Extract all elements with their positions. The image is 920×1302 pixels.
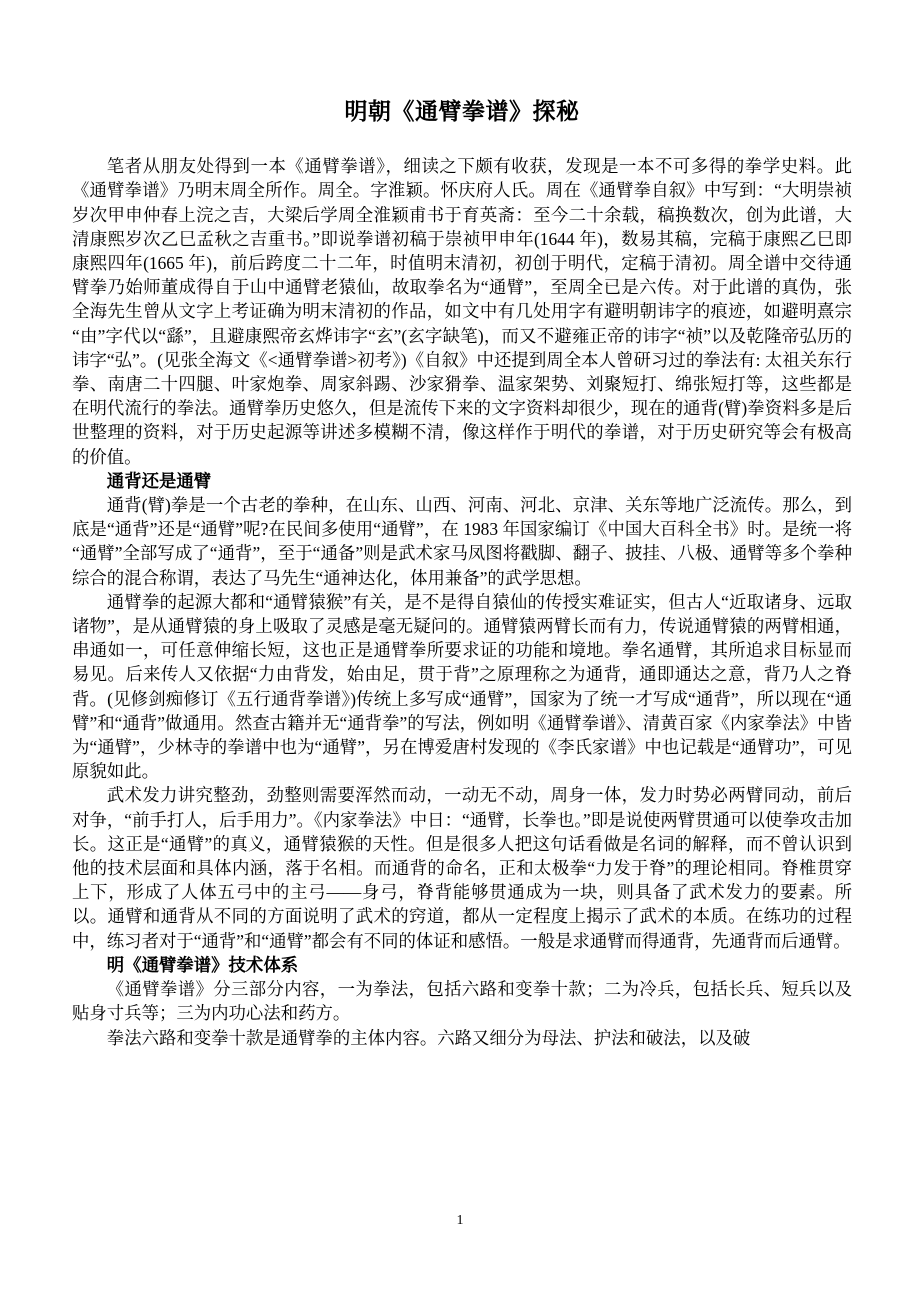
paragraph-2: 通背(臂)拳是一个古老的拳种，在山东、山西、河南、河北、京津、关东等地广泛流传。那么，到底是“通背”还是“通臂”呢?在民间多使用“通臂”，在 1983 年国家编订《中国大百科全书》时。是统一将“通臂”全部写成了“通背”，至于“通备”则是武术家马凤图将戳脚、翻子、披挂、八极、通臂等多个拳种综合的混合称谓，表达了马先生“通神达化，体用兼备”的武学思想。 bbox=[72, 495, 852, 588]
paragraph-3: 通臂拳的起源大都和“通臂猿猴”有关，是不是得自猿仙的传授实难证实，但古人“近取诸身、远取诸物”，是从通臂猿的身上吸取了灵感是毫无疑问的。通臂猿两臂长而有力，传说通臂猿的两臂相通，串通如一，可任意伸缩长短，这也正是通臂拳所要求证的功能和境地。拳名通臂，其所追求目标显而易见。后来传人又依据“力由背发，始由足，贯于背”之原理称之为通背，通即通达之意，背乃人之脊背。(见修剑痴修订《五行通背拳谱》)传统上多写成“通臂”，国家为了统一才写成“通背”，所以现在“通臂”和“通背”做通用。然查古籍并无“通背拳”的写法，例如明《通臂拳谱》、清黄百家《内家拳法》中皆为“通臂”，少林寺的拳谱中也为“通臂”，另在博爱唐村发现的《李氏家谱》中也记载是“通臂功”，可见原貌如此。 bbox=[72, 591, 852, 782]
page-number: 1 bbox=[456, 1213, 464, 1228]
section-heading-technical-system: 明《通臂拳谱》技术体系 bbox=[106, 954, 299, 975]
document-body bbox=[72, 96, 852, 1050]
paragraph-1: 笔者从朋友处得到一本《通臂拳谱》，细读之下颇有收获，发现是一本不可多得的拳学史料。此《通臂拳谱》乃明末周全所作。周全。字淮颖。怀庆府人氏。周在《通臂拳自叙》中写到：“大明崇祯岁次甲申仲春上浣之吉，大梁后学周全淮颖甫书于育英斋：至今二十余载，稿换数次，创为此谱，大清康熙岁次乙巳孟秋之吉重书。”即说拳谱初稿于崇祯甲申年(1644 年)，数易其稿，完稿于康熙乙巳即康熙四年(1665 年)，前后跨度二十二年，时值明末清初，初创于明代，定稿于清初。周全谱中交待通臂拳乃始师董成得自于山中通臂老猿仙，故取拳名为“通臂”，至周全已是六传。对于此谱的真伪，张全海先生曾从文字上考证确为明末清初的作品，如文中有几处用字有避明朝讳字的痕迹，如避明熹宗“由”字代以“繇”，且避康熙帝玄烨讳字“玄”(玄字缺笔)，而又不避雍正帝的讳字“祯”以及乾隆帝弘历的讳字“弘”。(见张全海文《<通臂拳谱>初考》)《自叙》中还提到周全本人曾研习过的拳法有: 太祖关东行拳、南唐二十四腿、叶家炮拳、周家斜踢、沙家猾拳、温家架势、刘聚短打、绵张短打等，这些都是在明代流行的拳法。通臂拳历史悠久，但是流传下来的文字资料却很少，现在的通背(臂)拳资料多是后世整理的资料，对于历史起源等讲述多模糊不清，像这样作于明代的拳谱，对于历史研究等会有极高的价值。 bbox=[72, 156, 852, 467]
page-title: 明朝《通臂拳谱》探秘 bbox=[344, 99, 580, 124]
paragraph-4: 武术发力讲究整劲，劲整则需要浑然而动，一动无不动，周身一体，发力时势必两臂同动，前后对争，“前手打人，后手用力”。《内家拳法》中日：“通臂，长拳也。”即是说使两臂贯通可以使拳攻击加长。这正是“通臂”的真义，通臂猿猴的天性。但是很多人把这句话看做是名词的解释，而不曾认识到他的技术层面和具体内涵，落于名相。而通背的命名，正和太极拳“力发于脊”的理论相同。脊椎贯穿上下，形成了人体五弓中的主弓——身弓，脊背能够贯通成为一块，则具备了武术发力的要素。所以。通臂和通背从不同的方面说明了武术的窍道，都从一定程度上揭示了武术的本质。在练功的过程中，练习者对于“通背”和“通臂”都会有不同的体证和感悟。一般是求通臂而得通背，先通背而后通臂。 bbox=[72, 785, 852, 951]
paragraph-5: 《通臂拳谱》分三部分内容，一为拳法，包括六路和变拳十款；二为冷兵，包括长兵、短兵以及贴身寸兵等；三为内功心法和药方。 bbox=[72, 979, 852, 1024]
section-heading-tongbei-or-tongbi: 通背还是通臂 bbox=[106, 470, 212, 491]
paragraph-6: 拳法六路和变拳十款是通臂拳的主体内容。六路又细分为母法、护法和破法，以及破 bbox=[106, 1027, 751, 1048]
